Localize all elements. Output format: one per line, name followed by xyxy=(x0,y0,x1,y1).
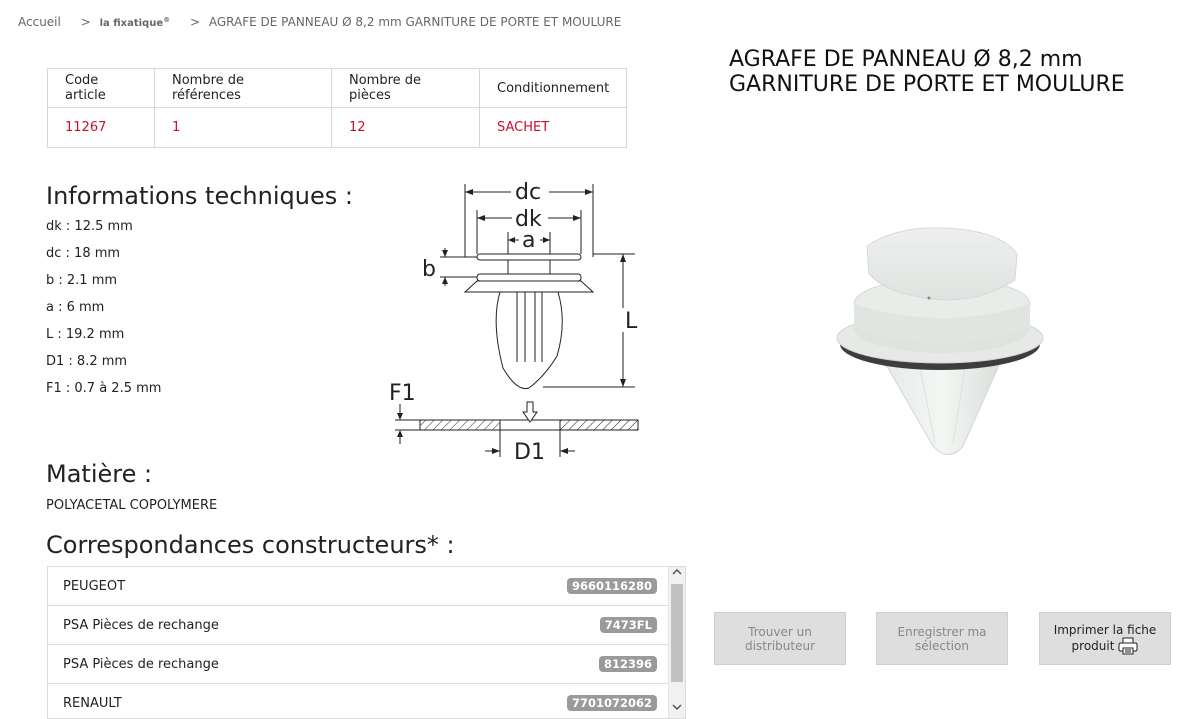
value-conditionnement: SACHET xyxy=(480,108,627,148)
list-item xyxy=(48,606,668,645)
spec-a: a : 6 mm xyxy=(46,300,105,315)
breadcrumb-home-link[interactable]: Accueil xyxy=(18,15,61,29)
table-row xyxy=(48,108,627,148)
diagram-label-a: a xyxy=(522,228,536,253)
save-selection-label-line1: Enregistrer ma xyxy=(897,624,987,639)
breadcrumb-brand-link[interactable] xyxy=(100,16,171,29)
reference-badge: 7701072062 xyxy=(567,695,657,711)
correspondances-list[interactable] xyxy=(47,566,686,719)
tech-info-heading: Informations techniques : xyxy=(46,182,353,210)
list-item xyxy=(48,684,668,719)
manufacturer-name: RENAULT xyxy=(63,696,122,711)
product-info-table xyxy=(47,68,627,148)
manufacturer-name: PEUGEOT xyxy=(63,579,126,594)
header-code-article: Code article xyxy=(48,69,155,108)
matiere-heading: Matière : xyxy=(46,460,153,488)
header-nombre-references: Nombre de références xyxy=(155,69,332,108)
value-nombre-pieces: 12 xyxy=(332,108,480,148)
diagram-label-d1: D1 xyxy=(514,440,545,465)
brand-name: la fixatique xyxy=(99,18,164,29)
spec-dc: dc : 18 mm xyxy=(46,246,121,261)
find-distributor-button[interactable] xyxy=(714,612,846,665)
manufacturer-name: PSA Pièces de rechange xyxy=(63,618,219,633)
chevron-up-icon[interactable] xyxy=(669,567,685,583)
diagram-label-f1: F1 xyxy=(389,381,416,406)
value-nombre-references: 1 xyxy=(155,108,332,148)
product-title xyxy=(729,47,1149,97)
print-sheet-label-line2: produit xyxy=(1071,638,1115,653)
header-nombre-pieces: Nombre de pièces xyxy=(332,69,480,108)
brand-trademark: ® xyxy=(163,15,171,24)
product-image xyxy=(825,218,1060,463)
product-title-line1: AGRAFE DE PANNEAU Ø 8,2 mm xyxy=(729,47,1083,72)
reference-badge: 9660116280 xyxy=(567,578,657,594)
breadcrumb-separator: > xyxy=(80,15,91,29)
reference-badge: 812396 xyxy=(599,656,657,672)
breadcrumb-separator: > xyxy=(189,15,201,29)
find-distributor-label-line1: Trouver un xyxy=(748,624,812,639)
list-item xyxy=(48,567,668,606)
spec-dk: dk : 12.5 mm xyxy=(46,219,133,234)
header-conditionnement: Conditionnement xyxy=(480,69,627,108)
table-header-row xyxy=(48,69,627,108)
scrollbar-thumb[interactable] xyxy=(671,584,683,682)
diagram-label-dk: dk xyxy=(515,207,542,232)
breadcrumb-current: AGRAFE DE PANNEAU Ø 8,2 mm GARNITURE DE PORTE ET MOULURE xyxy=(208,15,622,29)
save-selection-button[interactable] xyxy=(876,612,1008,665)
correspondances-heading: Correspondances constructeurs* : xyxy=(46,531,455,559)
technical-drawing xyxy=(385,172,655,467)
list-item xyxy=(48,645,668,684)
manufacturer-name: PSA Pièces de rechange xyxy=(63,657,219,672)
diagram-label-l: L xyxy=(625,309,638,334)
tech-specs-list xyxy=(46,220,161,409)
diagram-label-b: b xyxy=(422,257,436,282)
list-scrollbar[interactable] xyxy=(668,567,685,718)
spec-d1: D1 : 8.2 mm xyxy=(46,354,128,369)
chevron-down-icon[interactable] xyxy=(669,702,685,718)
spec-b: b : 2.1 mm xyxy=(46,273,118,288)
product-title-line2: GARNITURE DE PORTE ET MOULURE xyxy=(729,72,1125,97)
spec-f1: F1 : 0.7 à 2.5 mm xyxy=(46,381,162,396)
breadcrumb xyxy=(18,15,621,29)
find-distributor-label-line2: distributeur xyxy=(744,638,816,653)
printer-icon xyxy=(1118,637,1138,655)
reference-badge: 7473FL xyxy=(600,617,657,633)
matiere-value: POLYACETAL COPOLYMERE xyxy=(46,498,218,513)
diagram-label-dc: dc xyxy=(515,180,542,205)
print-sheet-line2 xyxy=(1072,637,1139,655)
spec-l: L : 19.2 mm xyxy=(46,327,125,342)
print-sheet-button[interactable] xyxy=(1039,612,1171,665)
print-sheet-label-line1: Imprimer la fiche xyxy=(1053,622,1157,637)
value-code-article: 11267 xyxy=(48,108,155,148)
save-selection-label-line2: sélection xyxy=(915,638,969,653)
